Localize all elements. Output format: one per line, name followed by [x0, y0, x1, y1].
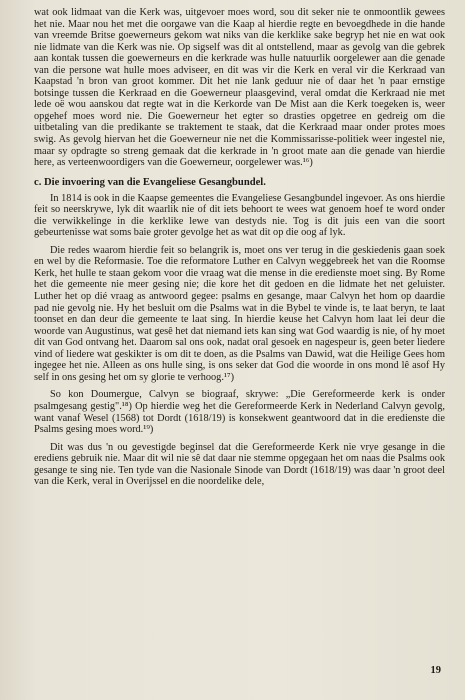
paragraph-2: Die redes waarom hierdie feit so belangrik is, moet ons ver terug in die geskiedenis gaan soek en wel by die Reformasie. Toe die reformatore Luther en Calvyn weggebreek het van die Roomse Kerk, het hulle te staan gekom voor die vraag wat die mense in die eredienste moet sing. By Rome het die gemeente nie meer gesing nie; die kore het dit gedoen en die lidmate het net geluister. Luther het op dié vraag as antwoord gegee: psalms en gesange, maar Calvyn het hom op daardie pad nie gevolg nie. Hy het besluit om die Psalms wat in die Bybel te vinde is, te laat beryn, te laat toonset en dan deur die gemeente te laat sing. In hierdie keuse het Calvyn hom laat lei deur die woorde van Augustinus, wat gesê het dat niemand iets kan sing wat God waardig is nie, of hy moet dit van God ontvang het. Daarom sal ons ook, nadat oral gesoek en nagespeur is, geen beter liedere vind of liedere wat geskikter is om dit te doen, as die Psalms van Dawid, wat die Heilige Gees hom ingegee het nie. Alleen as ons hulle sing, is ons seker dat God die woorde in ons mond lê asof Hy self in ons gesing het om sy glorie te verhoog.¹⁷)	[34, 244, 445, 383]
page-number: 19	[430, 665, 441, 676]
paragraph-4: Dit was dus 'n ou gevestigde beginsel dat die Gereformeerde Kerk nie vrye gesange in die erediens gebruik nie. Maar dit wil nie sê dat daar nie stemme opgegaan het om naas die Psalms ook gesange te sing nie. Ten tyde van die Nasionale Sinode van Dordt (1618/19) was daar 'n groot deel van die Kerk, veral in Overijssel en die noordelike dele,	[34, 441, 445, 488]
paragraph-1: In 1814 is ook in die Kaapse gemeentes die Evangeliese Gesangbundel ingevoer. As ons hierdie feit so neerskrywe, lyk dit waarlik nie of dit iets behoort te wees wat genoem hoef te word onder die verwikkelinge in die kerklike lewe van destyds nie. Tog is dit juis een van die soort gebeurtenisse wat soms baie groter gevolge het as wat dit op die oog af lyk.	[34, 192, 445, 239]
paragraph-3: So kon Doumergue, Calvyn se biograaf, skrywe: „Die Gereformeerde kerk is onder psalmgesang gestig".¹⁸) Op hierdie weg het die Gereformeerde Kerk in Nederland Calvyn gevolg, want vanaf Wesel (1568) tot Dordt (1618/19) is konsekwent geantwoord dat in die eredienste die Psalms gesing moes word.¹⁹)	[34, 389, 445, 436]
section-heading: c. Die invoering van die Evangeliese Gesangbundel.	[34, 176, 266, 188]
intro-paragraph: wat ook lidmaat van die Kerk was, uitgevoer moes word, sou dit seker nie te onmoontlik gewees het nie. Maar nou het met die oorgawe van die Kaap al hierdie regte en bevoegdhede in die hande van vreemde Britse goewerneurs gekom wat niks van die kerklike sake begryp het nie en wat ook nie lidmate van die Kerk was nie. Op sigself was dit al ontstellend, maar as gevolg van die gebrek aan kontak tussen die goewerneurs en die kerkrade was hulle natuurlik oorgelewer aan die genade van die persone wat hulle moes adviseer, en dit was vir die Kerk en veral vir die Kerkraad van Kaapstad 'n bron van groot kommer. Dit het nie lank geduur nie of daar het 'n paar ernstige botsinge tussen die Kerkraad en die Goewerneur plaasgevind, veral omdat die Kerkraad nie met lede oë wou aanskou dat regte wat in die Kerkorde van De Mist aan die Kerk toegeken is, weer opgehef moes word nie. Die Goewerneur het egter so drasties opgetree en gedreig om die uitbetaling van die predikante se traktement te staak, dat die Kerkraad maar onder protes moes swig. As gevolg hiervan het die Goewerneur nie net die Kommissarisse-politiek weer ingestel nie, maar sy opdragte so streng gemaak dat die kerkrade in 'n groot mate aan die genade van hierdie here, as verteenwoordigers van die Goewerneur, oorgelewer was.¹⁶)	[34, 7, 445, 169]
text-body	[34, 7, 445, 488]
